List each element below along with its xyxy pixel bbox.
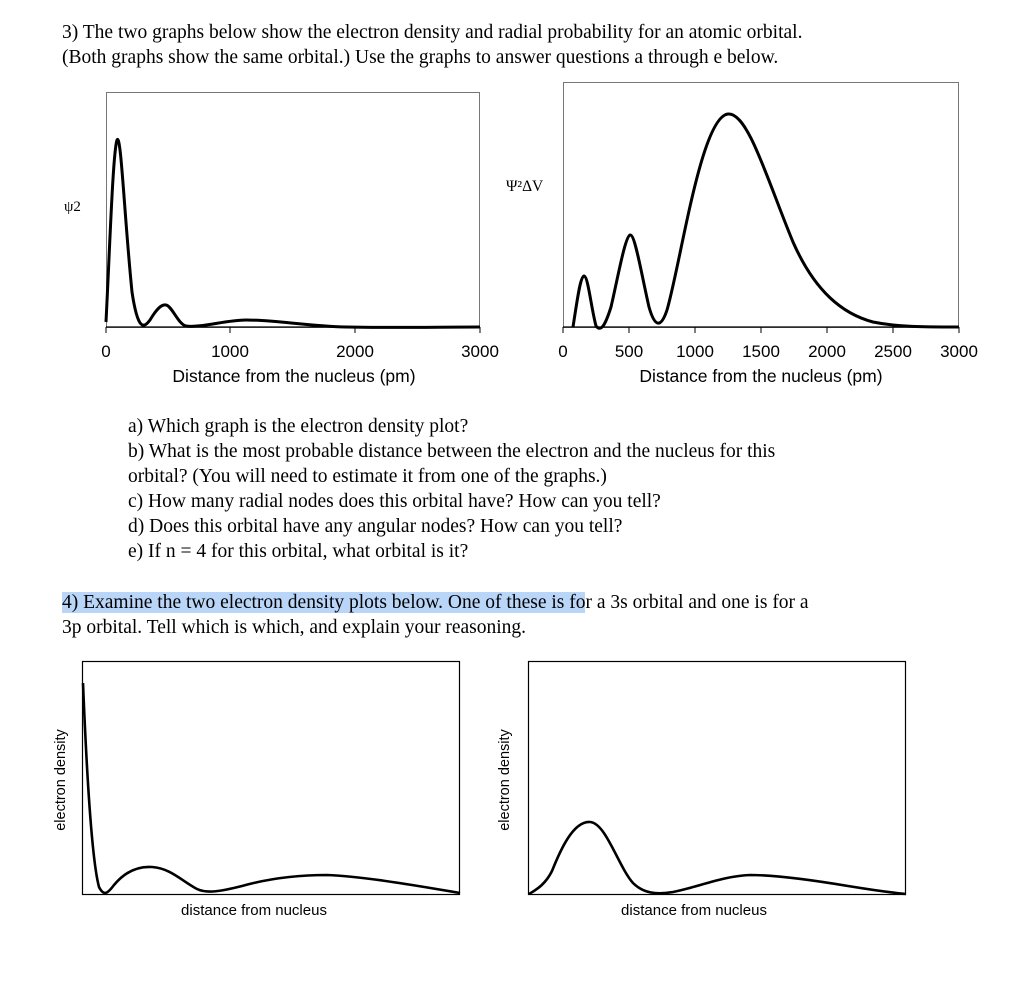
question-4-rest: r a 3s orbital and one is for a bbox=[585, 592, 809, 613]
subquestion-c: c) How many radial nodes does this orbital have? How can you tell? bbox=[128, 491, 661, 512]
graph2-tick-1000: 1000 bbox=[676, 342, 714, 361]
graph2-tick-1500: 1500 bbox=[742, 342, 780, 361]
graph4-xlabel: distance from nucleus bbox=[621, 902, 767, 919]
graph3-ylabel: electron density bbox=[53, 729, 69, 831]
graph1-xlabel: Distance from the nucleus (pm) bbox=[172, 366, 416, 386]
graph1-tick-3000: 3000 bbox=[461, 342, 499, 361]
graph3-frame bbox=[83, 662, 460, 895]
graph4-frame bbox=[529, 662, 906, 895]
graph4-ylabel: electron density bbox=[497, 729, 513, 831]
subquestion-d: d) Does this orbital have any angular nodes? How can you tell? bbox=[128, 516, 623, 537]
question-3-line-1: 3) The two graphs below show the electron density and radial probability for an atomic orbital. bbox=[62, 22, 803, 43]
graph4-curve bbox=[529, 822, 906, 894]
graph2-tick-2500: 2500 bbox=[874, 342, 912, 361]
graph2-ylabel: Ψ²ΔV bbox=[506, 178, 544, 195]
graph2-xlabel: Distance from the nucleus (pm) bbox=[639, 366, 883, 386]
graph2-tick-500: 500 bbox=[614, 342, 644, 361]
graph2-tick-0: 0 bbox=[558, 342, 568, 361]
graph2-tick-2000: 2000 bbox=[808, 342, 846, 361]
graph2-plot bbox=[563, 82, 959, 328]
subquestion-a: a) Which graph is the electron density plot? bbox=[128, 416, 469, 437]
question-3-subquestions bbox=[128, 414, 888, 564]
graph1-plot bbox=[106, 92, 480, 328]
graph1-ylabel: ψ2 bbox=[64, 199, 81, 215]
graph3-plot bbox=[82, 661, 460, 895]
graph3-curve bbox=[83, 683, 460, 893]
question-4-line-2: 3p orbital. Tell which is which, and explain your reasoning. bbox=[62, 617, 527, 638]
graph1-curve bbox=[106, 139, 480, 327]
subquestion-b-cont: orbital? (You will need to estimate it from one of the graphs.) bbox=[128, 466, 607, 487]
graph4-plot bbox=[528, 661, 906, 895]
question-4 bbox=[62, 590, 962, 640]
graph1-tick-1000: 1000 bbox=[211, 342, 249, 361]
question-3 bbox=[62, 20, 962, 70]
graph2-tick-3000: 3000 bbox=[940, 342, 978, 361]
graph2-frame bbox=[564, 83, 959, 328]
subquestion-e: e) If n = 4 for this orbital, what orbital is it? bbox=[128, 541, 469, 562]
graph2-curve bbox=[573, 114, 959, 328]
graph1-tick-0: 0 bbox=[101, 342, 111, 361]
question-3-line-2: (Both graphs show the same orbital.) Use the graphs to answer questions a through e below. bbox=[62, 47, 779, 68]
graph1-frame bbox=[107, 93, 480, 328]
graph3-xlabel: distance from nucleus bbox=[181, 902, 327, 919]
question-4-highlighted-text: 4) Examine the two electron density plots below. One of these is fo bbox=[62, 592, 586, 613]
graph1-tick-2000: 2000 bbox=[336, 342, 374, 361]
subquestion-b: b) What is the most probable distance between the electron and the nucleus for this bbox=[128, 441, 776, 462]
